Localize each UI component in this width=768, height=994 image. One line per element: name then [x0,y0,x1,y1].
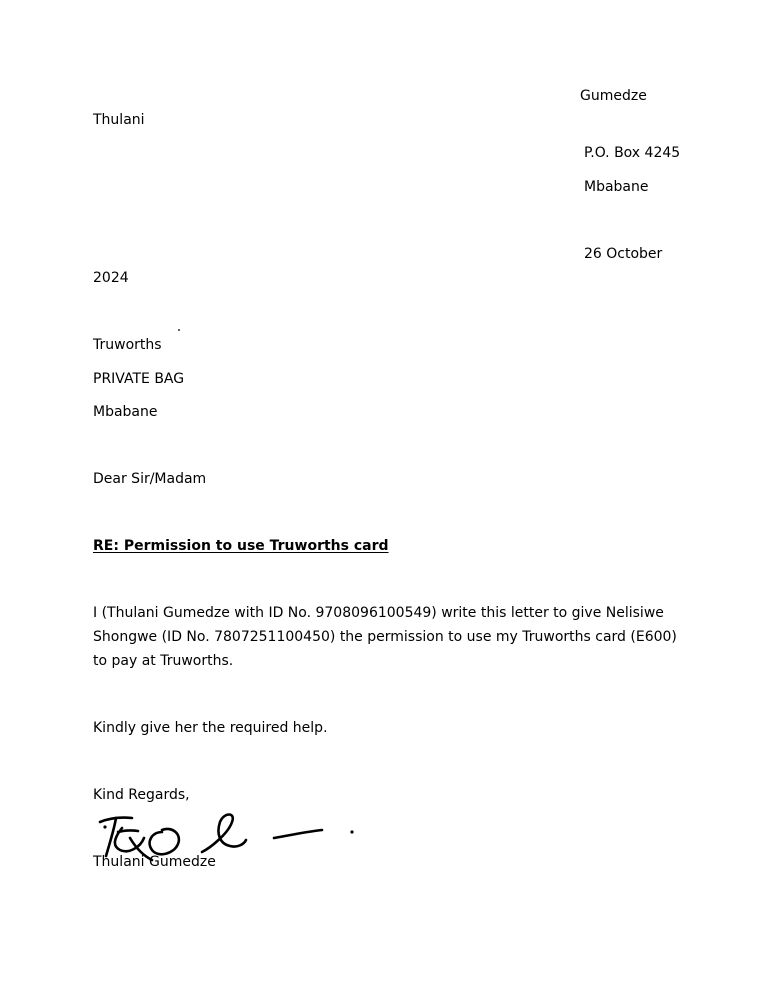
body-paragraph: I (Thulani Gumedze with ID No. 9708096100549) write this letter to give Nelisiwe Shongwe (ID No. 7807251100450) the permission to use my Truworths card (E600) to pay at Truworths. [93,605,677,669]
body-request: Kindly give her the required help. [93,720,328,736]
signatory-name: Thulani Gumedze [93,854,216,870]
recipient-name: Truworths [93,337,162,353]
closing: Kind Regards, [93,787,190,803]
salutation: Dear Sir/Madam [93,471,207,487]
sender-address-line1: P.O. Box 4245 [584,145,681,161]
recipient-address-line2: Mbabane [93,404,158,420]
sender-first-name: Thulani [93,112,145,128]
sender-surname: Gumedze [580,88,647,104]
sender-address-line2: Mbabane [584,179,649,195]
date-year: 2024 [93,270,129,286]
date-day-month: 26 October [584,246,663,262]
recipient-address-line1: PRIVATE BAG [93,371,185,387]
subject-line: RE: Permission to use Truworths card [93,538,389,554]
scan-speck [178,329,180,331]
